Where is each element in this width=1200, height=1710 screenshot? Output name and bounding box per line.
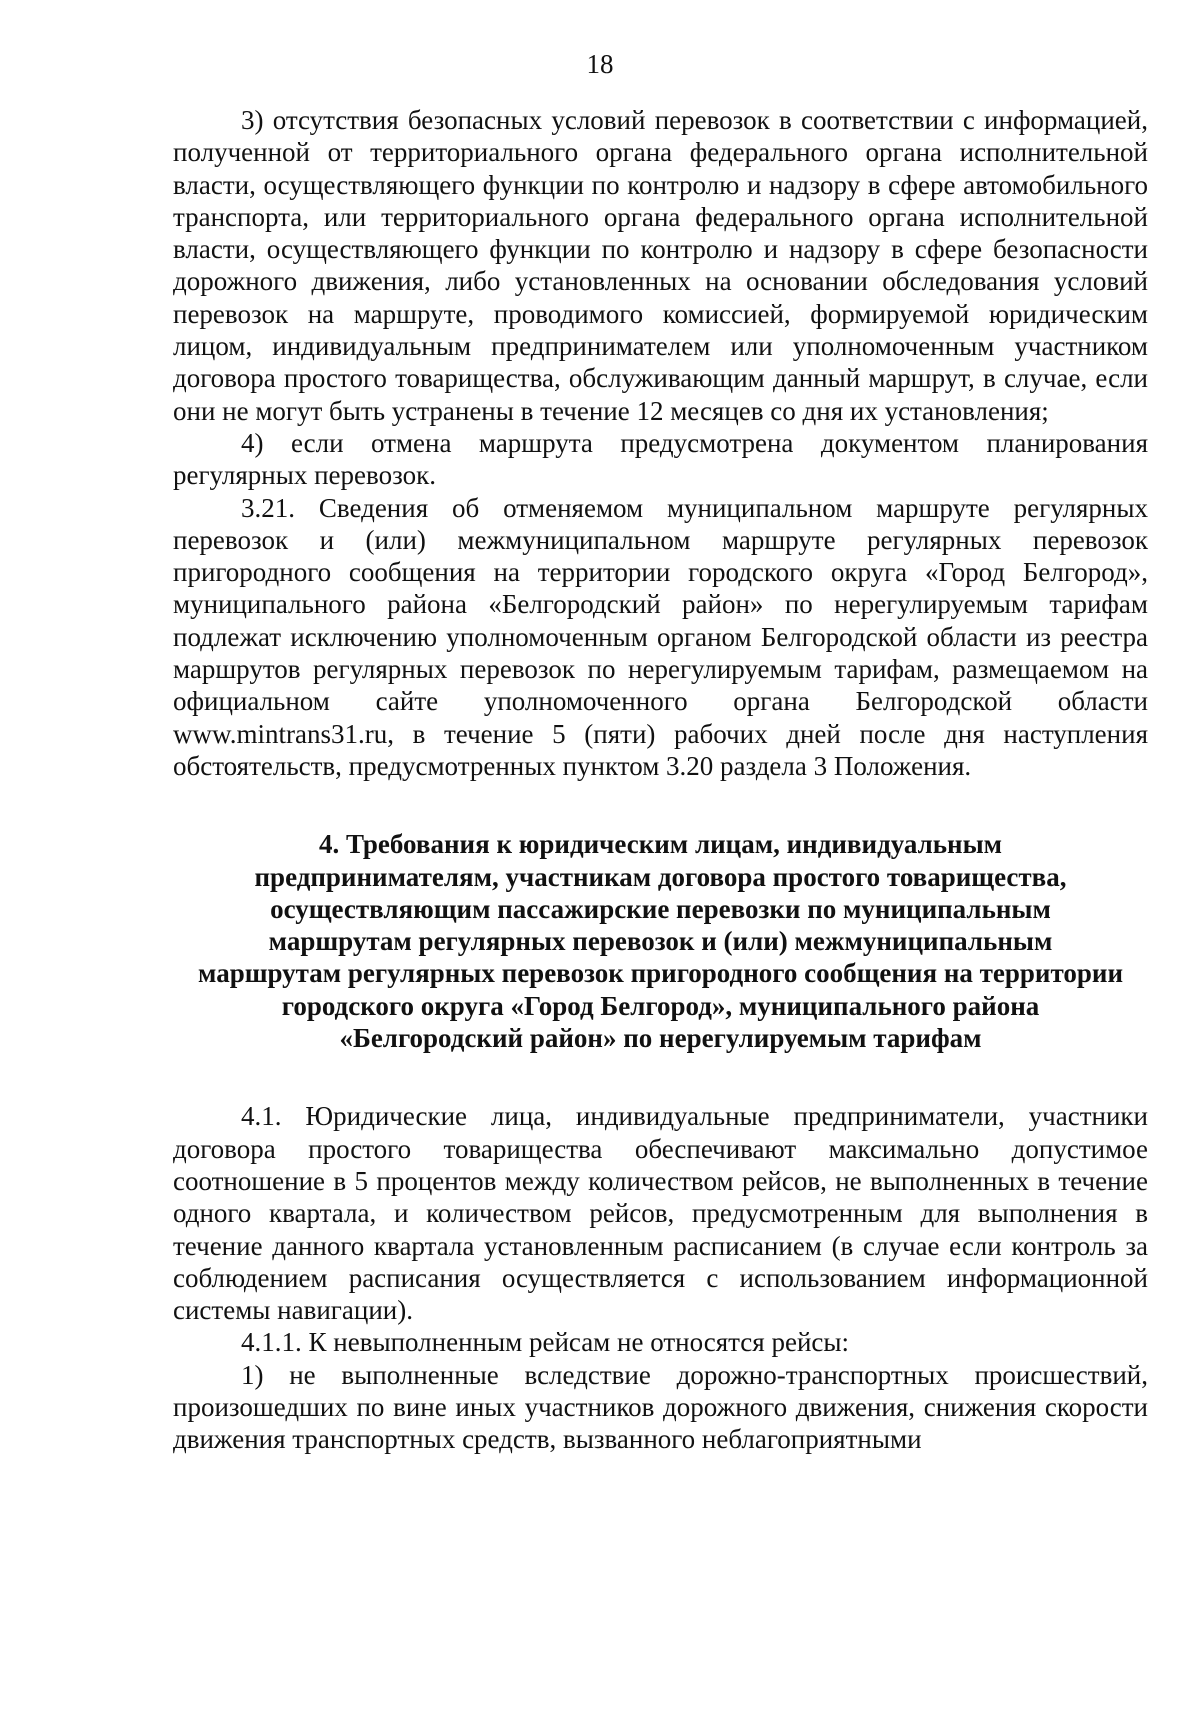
paragraph-subitem-1: 1) не выполненные вследствие дорожно-транспортных происшествий, произошедших по вине иных участников дорожного движения, снижения скорости движения транспортных средств, вызванного неблагоприятными [173,1359,1148,1455]
document-body [173,104,1148,1456]
paragraph-item-3: 3) отсутствия безопасных условий перевозок в соответствии с информацией, полученной от территориального органа федерального органа исполнительной власти, осуществляющего функции по контролю и надзору в сфере автомобильного транспорта, или территориального органа федерального органа исполнительной власти, осуществляющего функции по контролю и надзору в сфере безопасности дорожного движения, либо установленных на основании обследования условий перевозок на маршруте, проводимого комиссией, формируемой юридическим лицом, индивидуальным предпринимателем или уполномоченным участником договора простого товарищества, обслуживающим данный маршрут, в случае, если они не могут быть устранены в течение 12 месяцев со дня их установления; [173,105,1148,426]
heading-line: «Белгородский район» по нерегулируемым тарифам [339,1023,982,1054]
paragraph-item-4: 4) если отмена маршрута предусмотрена документом планирования регулярных перевозок. [173,427,1148,491]
heading-line: маршрутам регулярных перевозок пригородного сообщения на территории [197,958,1123,989]
heading-line: предпринимателям, участникам договора простого товарищества, [254,861,1067,892]
heading-line: маршрутам регулярных перевозок и (или) межмуниципальным [268,926,1053,957]
paragraph-4-1-1: 4.1.1. К невыполненным рейсам не относятся рейсы: [241,1327,850,1358]
page-number: 18 [586,49,614,79]
heading-line: 4. Требования к юридическим лицам, индивидуальным [318,829,1003,860]
section-4-heading [173,828,1148,1054]
paragraph-3-21: 3.21. Сведения об отменяемом муниципальном маршруте регулярных перевозок и (или) межмуниципальном маршруте регулярных перевозок пригородного сообщения на территории городского округа «Город Белгород», муниципального района «Белгородский район» по нерегулируемым тарифам подлежат исключению уполномоченным органом Белгородской области из реестра маршрутов регулярных перевозок по нерегулируемым тарифам, размещаемом на официальном сайте уполномоченного органа Белгородской области www.mintrans31.ru, в течение 5 (пяти) рабочих дней после дня наступления обстоятельств, предусмотренных пунктом 3.20 раздела 3 Положения. [173,492,1148,781]
heading-line: осуществляющим пассажирские перевозки по муниципальным [270,893,1051,924]
heading-line: городского округа «Город Белгород», муниципального района [281,990,1040,1021]
paragraph-4-1: 4.1. Юридические лица, индивидуальные предприниматели, участники договора простого товарищества обеспечивают максимально допустимое соотношение в 5 процентов между количеством рейсов, не выполненных в течение одного квартала, и количеством рейсов, предусмотренным для выполнения в течение данного квартала установленным расписанием (в случае если контроль за соблюдением расписания осуществляется с использованием информационной системы навигации). [173,1101,1148,1326]
